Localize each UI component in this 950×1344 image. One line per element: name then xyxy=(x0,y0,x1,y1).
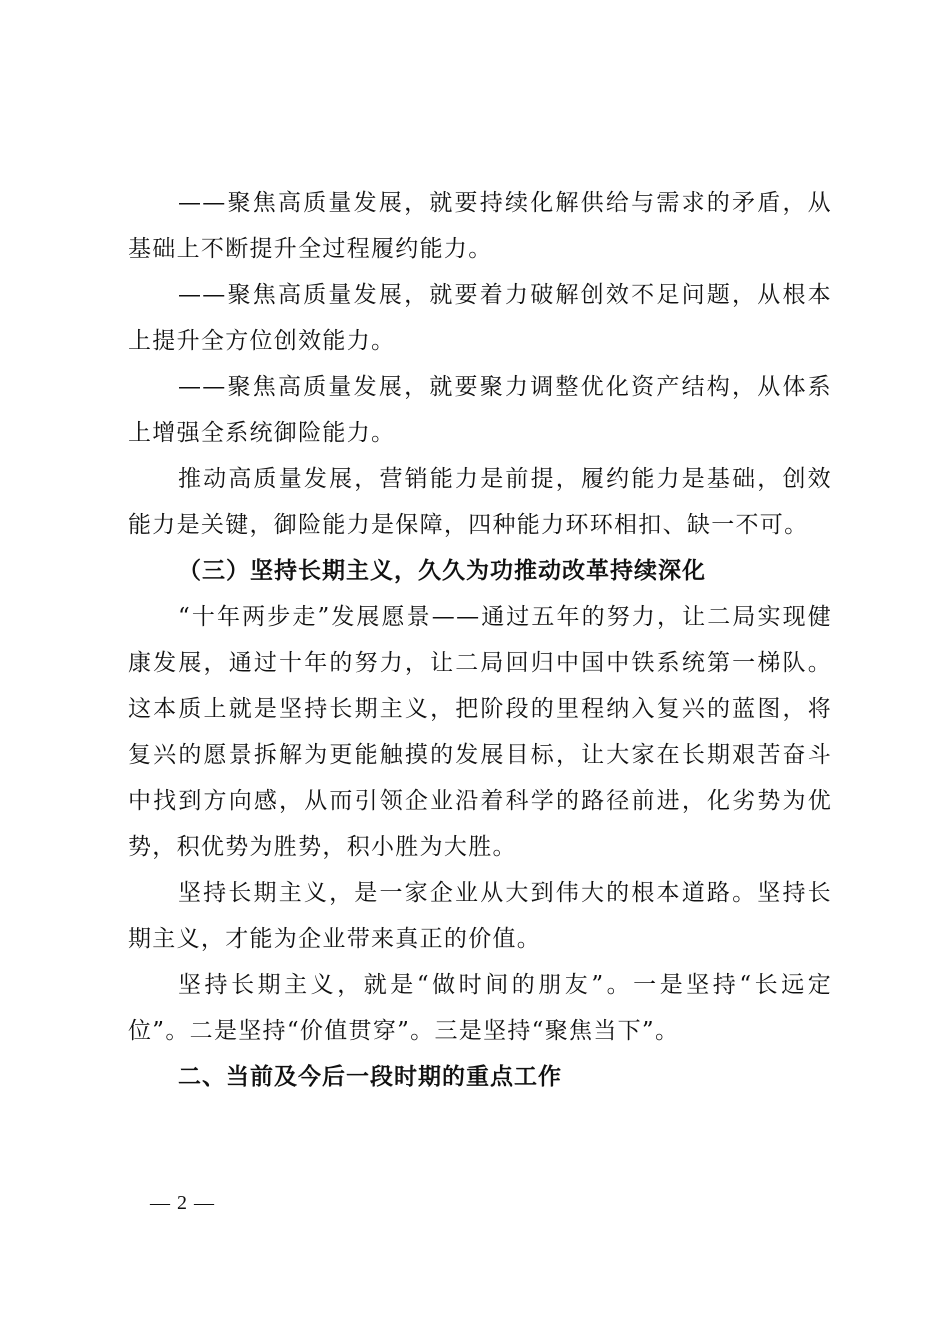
paragraph-ten-year-vision: “十年两步走”发展愿景——通过五年的努力，让二局实现健康发展，通过十年的努力，让二局回归中国中铁系统第一梯队。这本质上就是坚持长期主义，把阶段的里程纳入复兴的蓝图，将复兴的愿景拆解为更能触摸的发展目标，让大家在长期艰苦奋斗中找到方向感，从而引领企业沿着科学的路径前进，化劣势为优势，积优势为胜势，积小胜为大胜。 xyxy=(128,604,832,860)
paragraph-profit-capability: ——聚焦高质量发展，就要着力破解创效不足问题，从根本上提升全方位创效能力。 xyxy=(128,282,832,354)
paragraph-friend-of-time: 坚持长期主义，就是“做时间的朋友”。一是坚持“长远定位”。二是坚持“价值贯穿”。三是坚持“聚焦当下”。 xyxy=(128,972,832,1044)
paragraph-long-termism-value: 坚持长期主义，是一家企业从大到伟大的根本道路。坚持长期主义，才能为企业带来真正的价值。 xyxy=(128,880,832,952)
paragraph-four-capabilities: 推动高质量发展，营销能力是前提，履约能力是基础，创效能力是关键，御险能力是保障，四种能力环环相扣、缺一不可。 xyxy=(128,466,832,538)
paragraph-delivery-capability: ——聚焦高质量发展，就要持续化解供给与需求的矛盾，从基础上不断提升全过程履约能力。 xyxy=(128,190,832,262)
document-body xyxy=(128,180,832,1100)
chapter-heading-key-work: 二、当前及今后一段时期的重点工作 xyxy=(178,1063,562,1090)
page-number: — 2 — xyxy=(150,1192,215,1214)
paragraph-risk-capability: ——聚焦高质量发展，就要聚力调整优化资产结构，从体系上增强全系统御险能力。 xyxy=(128,374,832,446)
section-heading-long-termism: （三）坚持长期主义，久久为功推动改革持续深化 xyxy=(178,557,706,584)
